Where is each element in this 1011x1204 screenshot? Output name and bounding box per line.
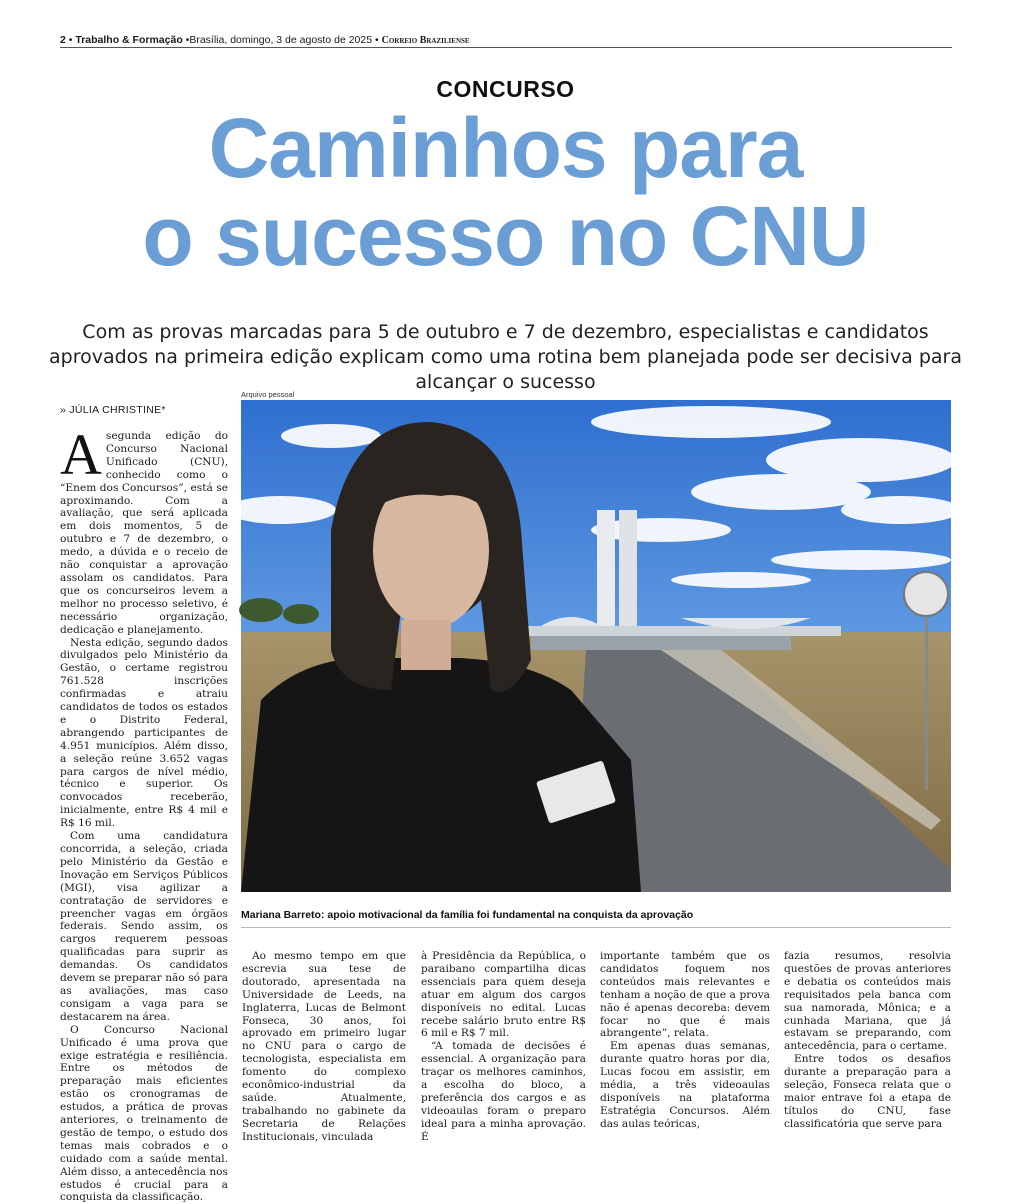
paragraph: Em apenas duas semanas, durante quatro horas por dia, Lucas focou em assistir, em média, a três videoaulas disponíveis na plataforma Estratégia Concursos. Além das aulas teóricas, (600, 1040, 770, 1130)
paragraph: O Concurso Nacional Unificado é uma prova que exige estratégia e resiliência. Entre os métodos de preparação mais eficientes estão os cronogramas de estudos, a prática de provas anteriores, o treinamento de gestão de tempo, o estudo dos temas mais cobrados e o cuidado com a saúde mental. Além disso, a antecedência nos estudos é crucial para a conquista da classificação. (60, 1023, 228, 1204)
paragraph: Entre todos os desafios durante a preparação para a seleção, Fonseca relata que o maior entrave foi a etapa de títulos do CNU, fase classificatória que serve para (784, 1053, 951, 1130)
dateline: Brasília, domingo, 3 de agosto de 2025 (189, 34, 373, 46)
bullet: • (68, 34, 73, 46)
article-column-2 (242, 950, 406, 1143)
deck-subheadline: Com as provas marcadas para 5 de outubro e 7 de dezembro, especialistas e candidatos aprovados na primeira edição explicam como uma rotina bem planejada pode ser decisiva para alcançar o sucesso (49, 321, 962, 393)
headline-line-2: o sucesso no CNU (142, 189, 869, 283)
running-header (60, 34, 952, 48)
photo-caption: Mariana Barreto: apoio motivacional da família foi fundamental na conquista da aprovação (241, 909, 694, 921)
paragraph: Ao mesmo tempo em que escrevia sua tese de doutorado, apresentada na Universidade de Leeds, na Inglaterra, Lucas de Belmont Fonseca, 30 anos, foi aprovado em primeiro lugar no CNU para o cargo de tecnologista, especialista em fomento do complexo econômico-industrial da saúde. Atualmente, trabalhando no gabinete da Secretaria de Relações Institucionais, vinculada (242, 950, 406, 1143)
article-column-4 (600, 950, 770, 1130)
page-number: 2 (60, 34, 66, 46)
paragraph: Nesta edição, segundo dados divulgados pelo Ministério da Gestão, o certame registrou 761.528 inscrições confirmadas e atraiu candidatos de todos os estados e o Distrito Federal, abrangendo participantes de 4.951 municípios. Além disso, a seleção reúne 3.652 vagas para cargos de nível médio, técnico e superior. Os convocados receberão, inicialmente, entre R$ 4 mil e R$ 16 mil. (60, 636, 228, 830)
photo-illustration (241, 400, 951, 892)
paragraph: importante também que os candidatos foquem nos conteúdos mais relevantes e tenham a noção de que a prova não é apenas decoreba: devem focar no que é mais abrangente”, relata. (600, 950, 770, 1040)
headline (0, 101, 1011, 283)
paragraph: segunda edição do Concurso Nacional Unificado (CNU), conhecido como o “Enem dos Concursos”, está se aproximando. Com a avaliação, que será aplicada em dois momentos, 5 de outubro e 7 de dezembro, o medo, a dúvida e o receio de não conquistar a aprovação assolam os candidatos. Para que os concurseiros levem a melhor no processo seletivo, é necessário organização, dedicação e planejamento. (60, 430, 228, 636)
article-column-5 (784, 950, 951, 1130)
byline: » JÚLIA CHRISTINE* (60, 404, 166, 416)
paragraph: à Presidência da República, o paraibano compartilha dicas essenciais para quem deseja atuar em algum dos cargos disponíveis no edital. Lucas recebe salário bruto entre R$ 6 mil e R$ 7 mil. (421, 950, 586, 1040)
bullet: • (374, 34, 379, 46)
article-photo (241, 400, 951, 892)
article-column-3 (421, 950, 586, 1143)
paragraph: Com uma candidatura concorrida, a seleção, criada pelo Ministério da Gestão e Inovação em Serviços Públicos (MGI), visa agilizar a contratação de servidores e preencher vagas em órgãos federais. Sendo assim, os cargos requerem pessoas qualificadas para suprir as demandas. Os candidatos devem se preparar não só para as avaliações, mas caso consigam a vaga para se destacarem na área. (60, 830, 228, 1023)
divider (241, 927, 951, 928)
section-kicker: CONCURSO (436, 76, 575, 102)
bullet: • (185, 34, 190, 46)
drop-cap: A (60, 422, 102, 487)
headline-line-1: Caminhos para (208, 101, 803, 195)
paragraph: “A tomada de decisões é essencial. A organização para traçar os melhores caminhos, a escolha do bloco, a preferência dos cargos e as videoaulas foram o preparo ideal para a minha aprovação. É (421, 1040, 586, 1143)
publication-name: Correio Braziliense (381, 35, 470, 46)
section-name: Trabalho & Formação (75, 34, 183, 46)
article-column-1 (60, 422, 228, 1204)
paragraph: fazia resumos, resolvia questões de provas anteriores e debatia os conteúdos mais requisitados pela banca com sua namorada, Mônica; e a cunhada Mariana, que já estavam se preparando, com antecedência, para o certame. (784, 950, 951, 1053)
photo-credit: Arquivo pessoal (241, 390, 295, 399)
